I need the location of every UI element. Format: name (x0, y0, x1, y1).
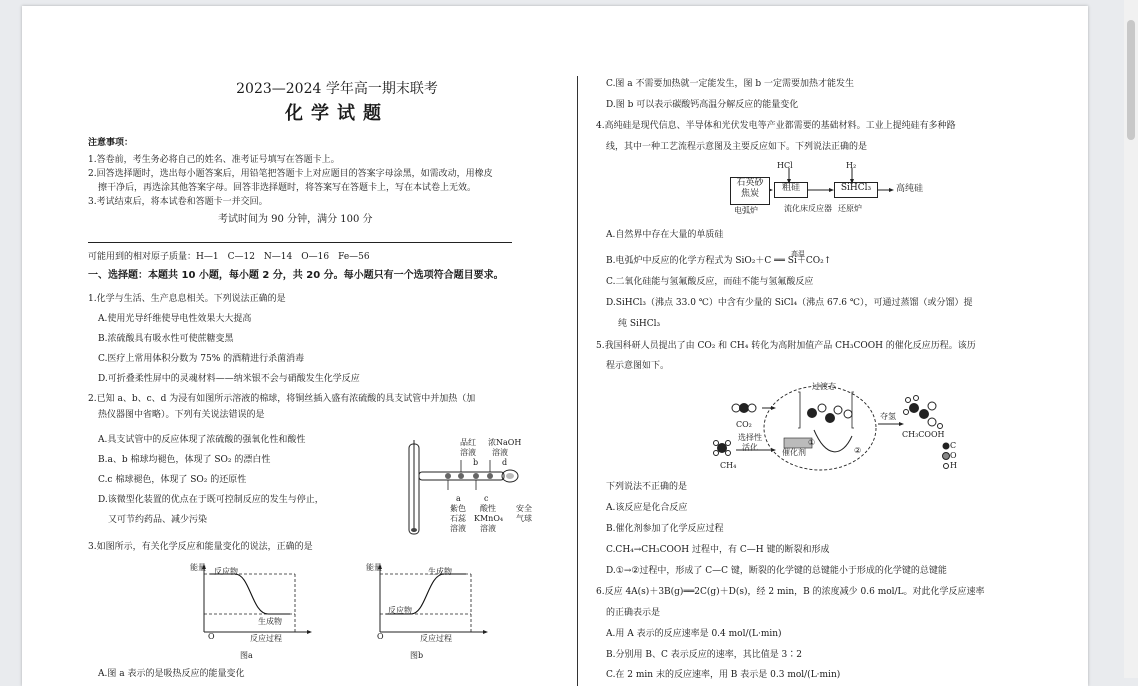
label-solution: 溶液 (460, 448, 476, 457)
q2-option: D.该微型化装置的优点在于既可控制反应的发生与停止， (98, 495, 324, 505)
vertical-scrollbar[interactable] (1124, 0, 1138, 678)
q1-stem: 1.化学与生活、生产息息相关。下列说法正确的是 (88, 294, 286, 304)
fig-step2: ② (854, 446, 862, 455)
q5-stem: 5.我国科研人员提出了由 CO₂ 和 CH₄ 转化为高附加值产品 CH₃COOH 的催化反应历程。该历 (596, 341, 976, 351)
label-b: b (473, 458, 479, 467)
q2-option: C.c 棉球褪色，体现了 SO₂ 的还原性 (98, 475, 247, 485)
note-item: 擦干净后，再选涂其他答案字母。回答非选择题时，将答案写在答题卡上，写在本试卷上无效。 (98, 183, 477, 193)
flow-furnace1: 电弧炉 (734, 206, 758, 215)
fig-b-caption: 图b (410, 651, 424, 660)
label-solution: 溶液 (450, 524, 466, 533)
fig-a-product: 生成物 (258, 617, 282, 626)
q3-option: D.图 b 可以表示碳酸钙高温分解反应的能量变化 (606, 100, 799, 110)
crude-silicon: 粗硅 (781, 183, 800, 193)
raw-material-2: 焦炭 (740, 189, 759, 199)
apparatus-diagram (406, 434, 546, 554)
label-litmus: 石蕊 (450, 514, 466, 523)
label-purple: 紫色 (450, 504, 466, 513)
fig-catalyst: 催化剂 (782, 448, 806, 457)
fig-a-xlabel: 反应过程 (250, 634, 282, 643)
q1-option: B.浓硫酸具有吸水性可使蔗糖变黑 (98, 334, 234, 344)
flow-hcl: HCl (777, 161, 793, 170)
fig-a-reactant: 反应物 (214, 567, 238, 576)
q3-option: C.图 a 不需要加热就一定能发生，图 b 一定需要加热才能发生 (606, 79, 854, 89)
flow-h2: H₂ (846, 161, 857, 170)
label-pinhong: 品红 (460, 438, 476, 447)
q2-option: B.a、b 棉球均褪色，体现了 SO₂ 的漂白性 (98, 455, 271, 465)
divider (88, 242, 512, 243)
label-kmno4: KMnO₄ (474, 514, 504, 523)
q6-option: B.分别用 B、C 表示反应的速率，其比值是 3∶2 (606, 650, 803, 660)
q2-stem: 2.已知 a、b、c、d 为浸有如图所示溶液的棉球，将铜丝插入盛有浓硫酸的具支试管中并加热（加 (88, 394, 476, 404)
fig-activate: 活化 (742, 443, 758, 452)
q4-stem: 4.高纯硅是现代信息、半导体和光伏发电等产业都需要的基础材料。工业上提纯硅有多种路 (596, 121, 956, 131)
section-heading: 一、选择题：本题共 10 小题，每小题 2 分，共 20 分。每小题只有一个选项符合题目要求。 (88, 270, 504, 281)
flow-reactor: 流化床反应器 (784, 204, 832, 213)
flow-box-crude (774, 182, 808, 198)
fig-capture: 夺氢 (880, 412, 896, 421)
note-item: 3.考试结束后，将本试卷和答题卡一并交回。 (88, 197, 268, 207)
q2-stem: 热仪器图中省略）。下列有关说法错误的是 (98, 410, 265, 420)
label-solution: 溶液 (492, 448, 508, 457)
scrollbar-thumb[interactable] (1127, 20, 1135, 140)
label-safety: 安全 (516, 504, 532, 513)
q5-option: B.催化剂参加了化学反应过程 (606, 524, 724, 534)
q6-stem: 的正确表示是 (606, 608, 661, 618)
q1-option: A.使用光导纤维使导电性效果大大提高 (98, 314, 252, 324)
legend-c: C (950, 441, 957, 450)
label-balloon: 气球 (516, 514, 532, 523)
exam-title: 2023—2024 学年高一期末联考 (236, 81, 438, 97)
q4-condition: 高温 (791, 250, 805, 258)
label-acidic: 酸性 (480, 504, 496, 513)
column-divider (577, 76, 578, 686)
q4-option: A.自然界中存在大量的单质硅 (606, 230, 724, 240)
fig-ch4: CH₄ (720, 461, 737, 470)
q4-option: 纯 SiHCl₃ (618, 319, 661, 329)
legend-h: H (950, 461, 957, 470)
q6-stem: 6.反应 4A(s)＋3B(g)══2C(g)＋D(s)，经 2 min，B 的浓度减少 0.6 mol/L。对此化学反应速率 (596, 587, 985, 597)
fig-transition: 过渡态 (812, 382, 836, 391)
q3-option: A.图 a 表示的是吸热反应的能量变化 (98, 669, 245, 679)
fig-select: 选择性 (738, 433, 762, 442)
legend-o: O (950, 451, 957, 460)
q6-option: A.用 A 表示的反应速率是 0.4 mol/(L·min) (606, 629, 782, 639)
q4-stem: 线，其中一种工艺流程示意图及主要反应如下。下列说法正确的是 (606, 142, 868, 152)
fig-b-xlabel: 反应过程 (420, 634, 452, 643)
label-c: c (484, 494, 489, 503)
fig-co2: CO₂ (736, 420, 752, 429)
exam-page (22, 6, 1088, 686)
q1-option: C.医疗上常用体积分数为 75% 的酒精进行杀菌消毒 (98, 354, 305, 364)
flow-box-raw (730, 177, 770, 205)
label-d: d (502, 458, 508, 467)
notes-heading: 注意事项： (88, 138, 134, 148)
fig-b-product: 生成物 (428, 567, 452, 576)
sihcl3: SiHCl₃ (840, 183, 872, 193)
fig-a-ylabel: 能量 (190, 563, 206, 572)
fig-a-origin: O (208, 632, 215, 641)
q4-option: D.SiHCl₃（沸点 33.0 ℃）中含有少量的 SiCl₄（沸点 67.6 ℃），可通过蒸馏（或分馏）提 (606, 298, 973, 308)
q5-option: C.CH₄→CH₃COOH 过程中，有 C—H 键的断裂和形成 (606, 545, 830, 555)
note-item: 1.答卷前，考生务必将自己的姓名、准考证号填写在答题卡上。 (88, 155, 340, 165)
q3-stem: 3.如图所示，有关化学反应和能量变化的说法，正确的是 (88, 542, 313, 552)
fig-product: CH₃COOH (902, 430, 945, 439)
flow-furnace2: 还原炉 (838, 204, 862, 213)
fig-b-ylabel: 能量 (366, 563, 382, 572)
q5-stem: 程示意图如下。 (606, 361, 670, 371)
q4-option: B.电弧炉中反应的化学方程式为 SiO₂＋C ══ Si＋CO₂↑ (606, 256, 832, 266)
fig-b-origin: O (377, 632, 384, 641)
q5-option: D.①→②过程中，形成了 C—C 键，断裂的化学键的总键能小于形成的化学键的总键能 (606, 566, 947, 576)
fig-b-reactant: 反应物 (388, 606, 412, 615)
atomic-masses: 可能用到的相对原子质量：H—1 C—12 N—14 O—16 Fe—56 (88, 252, 370, 262)
time-score: 考试时间为 90 分钟，满分 100 分 (218, 214, 373, 225)
q1-option: D.可折叠柔性屏中的灵魂材料——纳米银不会与硝酸发生化学反应 (98, 374, 360, 384)
fig-a-caption: 图a (240, 651, 253, 660)
flow-product: 高纯硅 (896, 184, 924, 194)
flow-box-sihcl3 (834, 182, 878, 198)
subject-title: 化学试题 (285, 103, 389, 124)
raw-material-1: 石英砂 (736, 178, 764, 188)
apparatus-drawing (406, 434, 546, 554)
label-a: a (456, 494, 461, 503)
q5-option: A.该反应是化合反应 (606, 503, 688, 513)
fig-step1: ① (808, 438, 816, 447)
q2-option: 又可节约药品、减少污染 (108, 515, 208, 525)
label-solution: 溶液 (480, 524, 496, 533)
q2-option: A.具支试管中的反应体现了浓硫酸的强氧化性和酸性 (98, 435, 306, 445)
label-naoh: 浓NaOH (488, 438, 522, 447)
q4-option: C.二氧化硅能与氢氟酸反应，而硅不能与氢氟酸反应 (606, 277, 814, 287)
q6-option: C.在 2 min 末的反应速率，用 B 表示是 0.3 mol/(L·min) (606, 670, 841, 680)
note-item: 2.回答选择题时，选出每小题答案后，用铅笔把答题卡上对应题目的答案字母涂黑，如需改动，用橡皮 (88, 169, 493, 179)
q5-stem: 下列说法不正确的是 (606, 482, 688, 492)
